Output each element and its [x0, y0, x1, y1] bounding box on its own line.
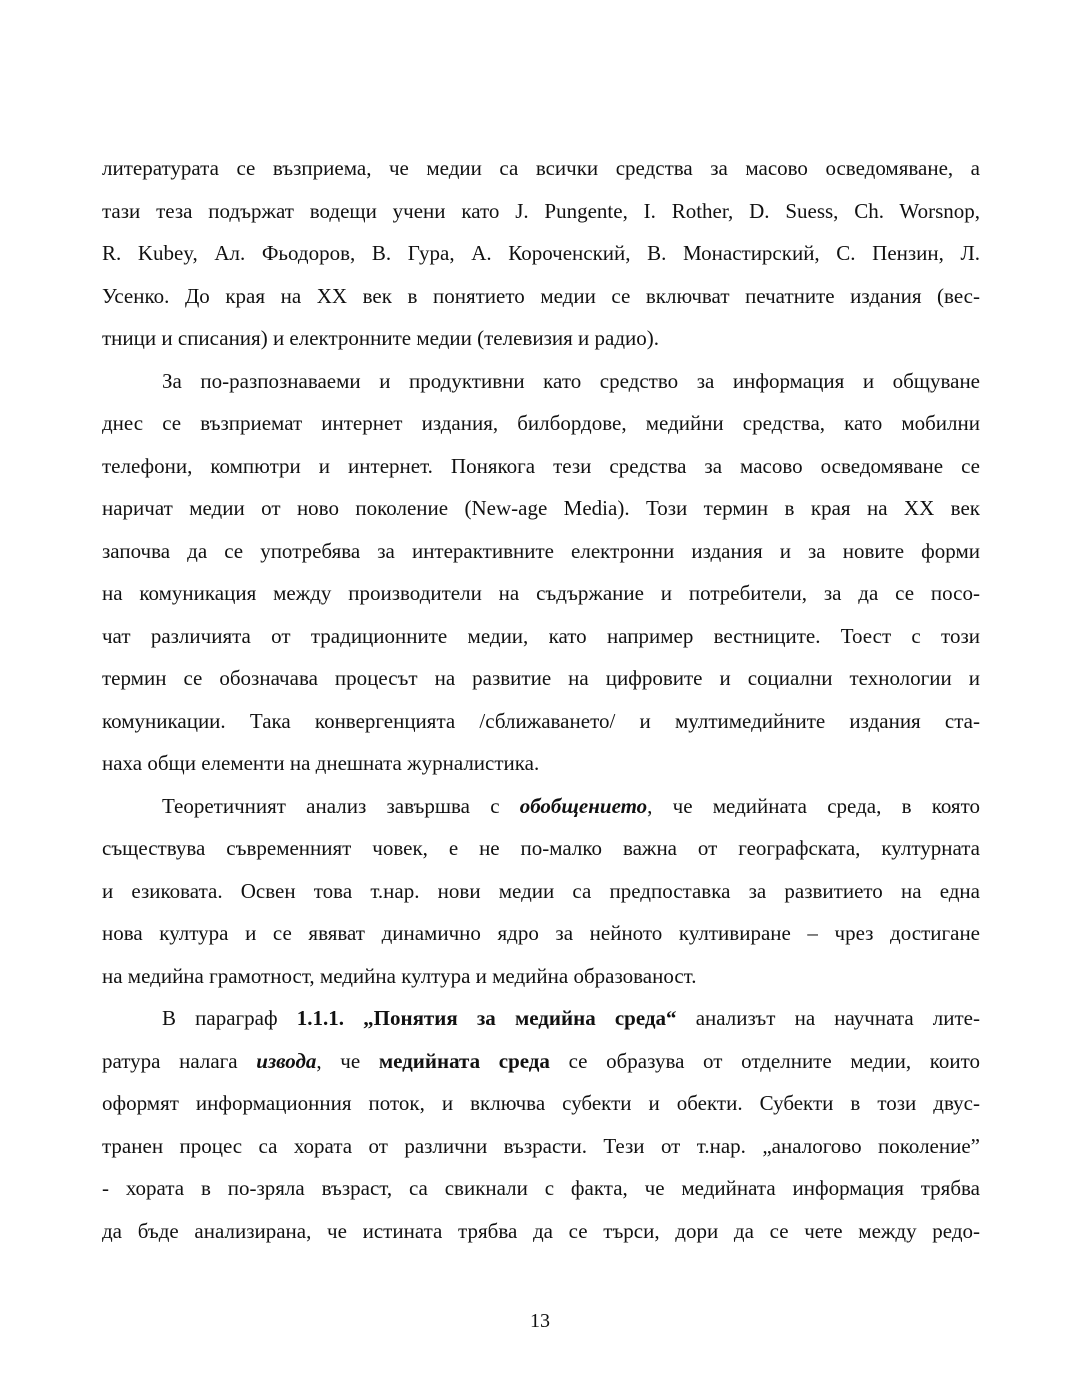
text-line: на комуникация между производители на съдържание и потребители, за да се посо- — [102, 581, 980, 605]
paragraph — [102, 147, 980, 360]
text-line: нова култура и се явяват динамично ядро за нейното култивиране – чрез достигане — [102, 921, 980, 945]
text-line — [102, 1040, 980, 1083]
text-line — [102, 997, 980, 1040]
text-line: комуникации. Така конвергенцията /сближаването/ и мултимедийните издания ста- — [102, 708, 980, 733]
text-line: термин се обозначава процесът на развитие на цифровите и социални технологии и — [102, 666, 980, 690]
text-span: В параграф — [162, 1006, 297, 1030]
text-line: и езиковата. Освен това т.нар. нови медии са предпоставка за развитието на една — [102, 878, 980, 903]
text-line: наха общи елементи на днешната журналистика. — [102, 751, 540, 775]
page-number: 13 — [530, 1310, 550, 1332]
text-line: За по-разпознаваеми и продуктивни като средство за информация и общуване — [162, 368, 980, 393]
text-line: тници и списания) и електронните медии (телевизия и радио). — [102, 326, 659, 350]
text-line: литературата се възприема, че медии са всички средства за масово осведомяване, а — [102, 156, 980, 180]
text-span: , че медийната среда, в която — [647, 793, 980, 818]
text-line: тази теза подържат водещи учени като J. Pungente, I. Rother, D. Suess, Ch. Worsnop, — [102, 198, 980, 223]
paragraph — [102, 997, 980, 1252]
text-line: съществува съвременният човек, е не по-малко важна от географската, културната — [102, 836, 980, 860]
emphasis-text: извода — [256, 1048, 317, 1073]
paragraph — [102, 360, 980, 785]
text-span: ратура налага — [102, 1048, 257, 1073]
text-span: се образува от отделните медии, които — [549, 1048, 980, 1073]
text-line: да бъде анализирана, че истината трябва да се търси, дори да се чете между редо- — [102, 1218, 980, 1243]
text-line: Усенко. До края на ХХ век в понятието медии се включват печатните издания (вес- — [102, 283, 980, 308]
text-line: R. Kubey, Ал. Фьодоров, В. Гура, А. Короченский, В. Монастирский, С. Пензин, Л. — [102, 241, 980, 265]
section-reference: 1.1.1. „Понятия за медийна среда“ — [296, 1006, 677, 1030]
text-span: , че — [316, 1048, 379, 1073]
text-line: чат различията от традиционните медии, като например вестниците. Тоест с този — [102, 623, 980, 648]
text-line: - хората в по-зряла възраст, са свикнали с факта, че медийната информация трябва — [102, 1176, 980, 1200]
text-line: наричат медии от ново поколение (New-age Media). Този термин в края на ХХ век — [102, 496, 980, 520]
text-body — [102, 147, 980, 1252]
text-span: анализът на научната лите- — [676, 1006, 980, 1030]
text-line: днес се възприемат интернет издания, билбордове, медийни средства, като мобилни — [102, 411, 980, 435]
text-line: започва да се употребява за интерактивните електронни издания и за новите форми — [102, 538, 980, 563]
text-line: на медийна грамотност, медийна култура и медийна образованост. — [102, 963, 697, 988]
text-span: Теоретичният анализ завършва с — [162, 793, 520, 818]
paragraph — [102, 785, 980, 998]
text-line: оформят информационния поток, и включва субекти и обекти. Субекти в този двус- — [102, 1091, 980, 1115]
text-line: телефони, компютри и интернет. Понякога тези средства за масово осведомяване се — [102, 453, 980, 478]
emphasis-text: обобщението — [519, 793, 648, 818]
text-line: транен процес са хората от различни възрасти. Тези от т.нар. „аналогово поколение” — [102, 1133, 980, 1158]
bold-term: медийната среда — [378, 1048, 550, 1073]
text-line — [102, 785, 980, 828]
